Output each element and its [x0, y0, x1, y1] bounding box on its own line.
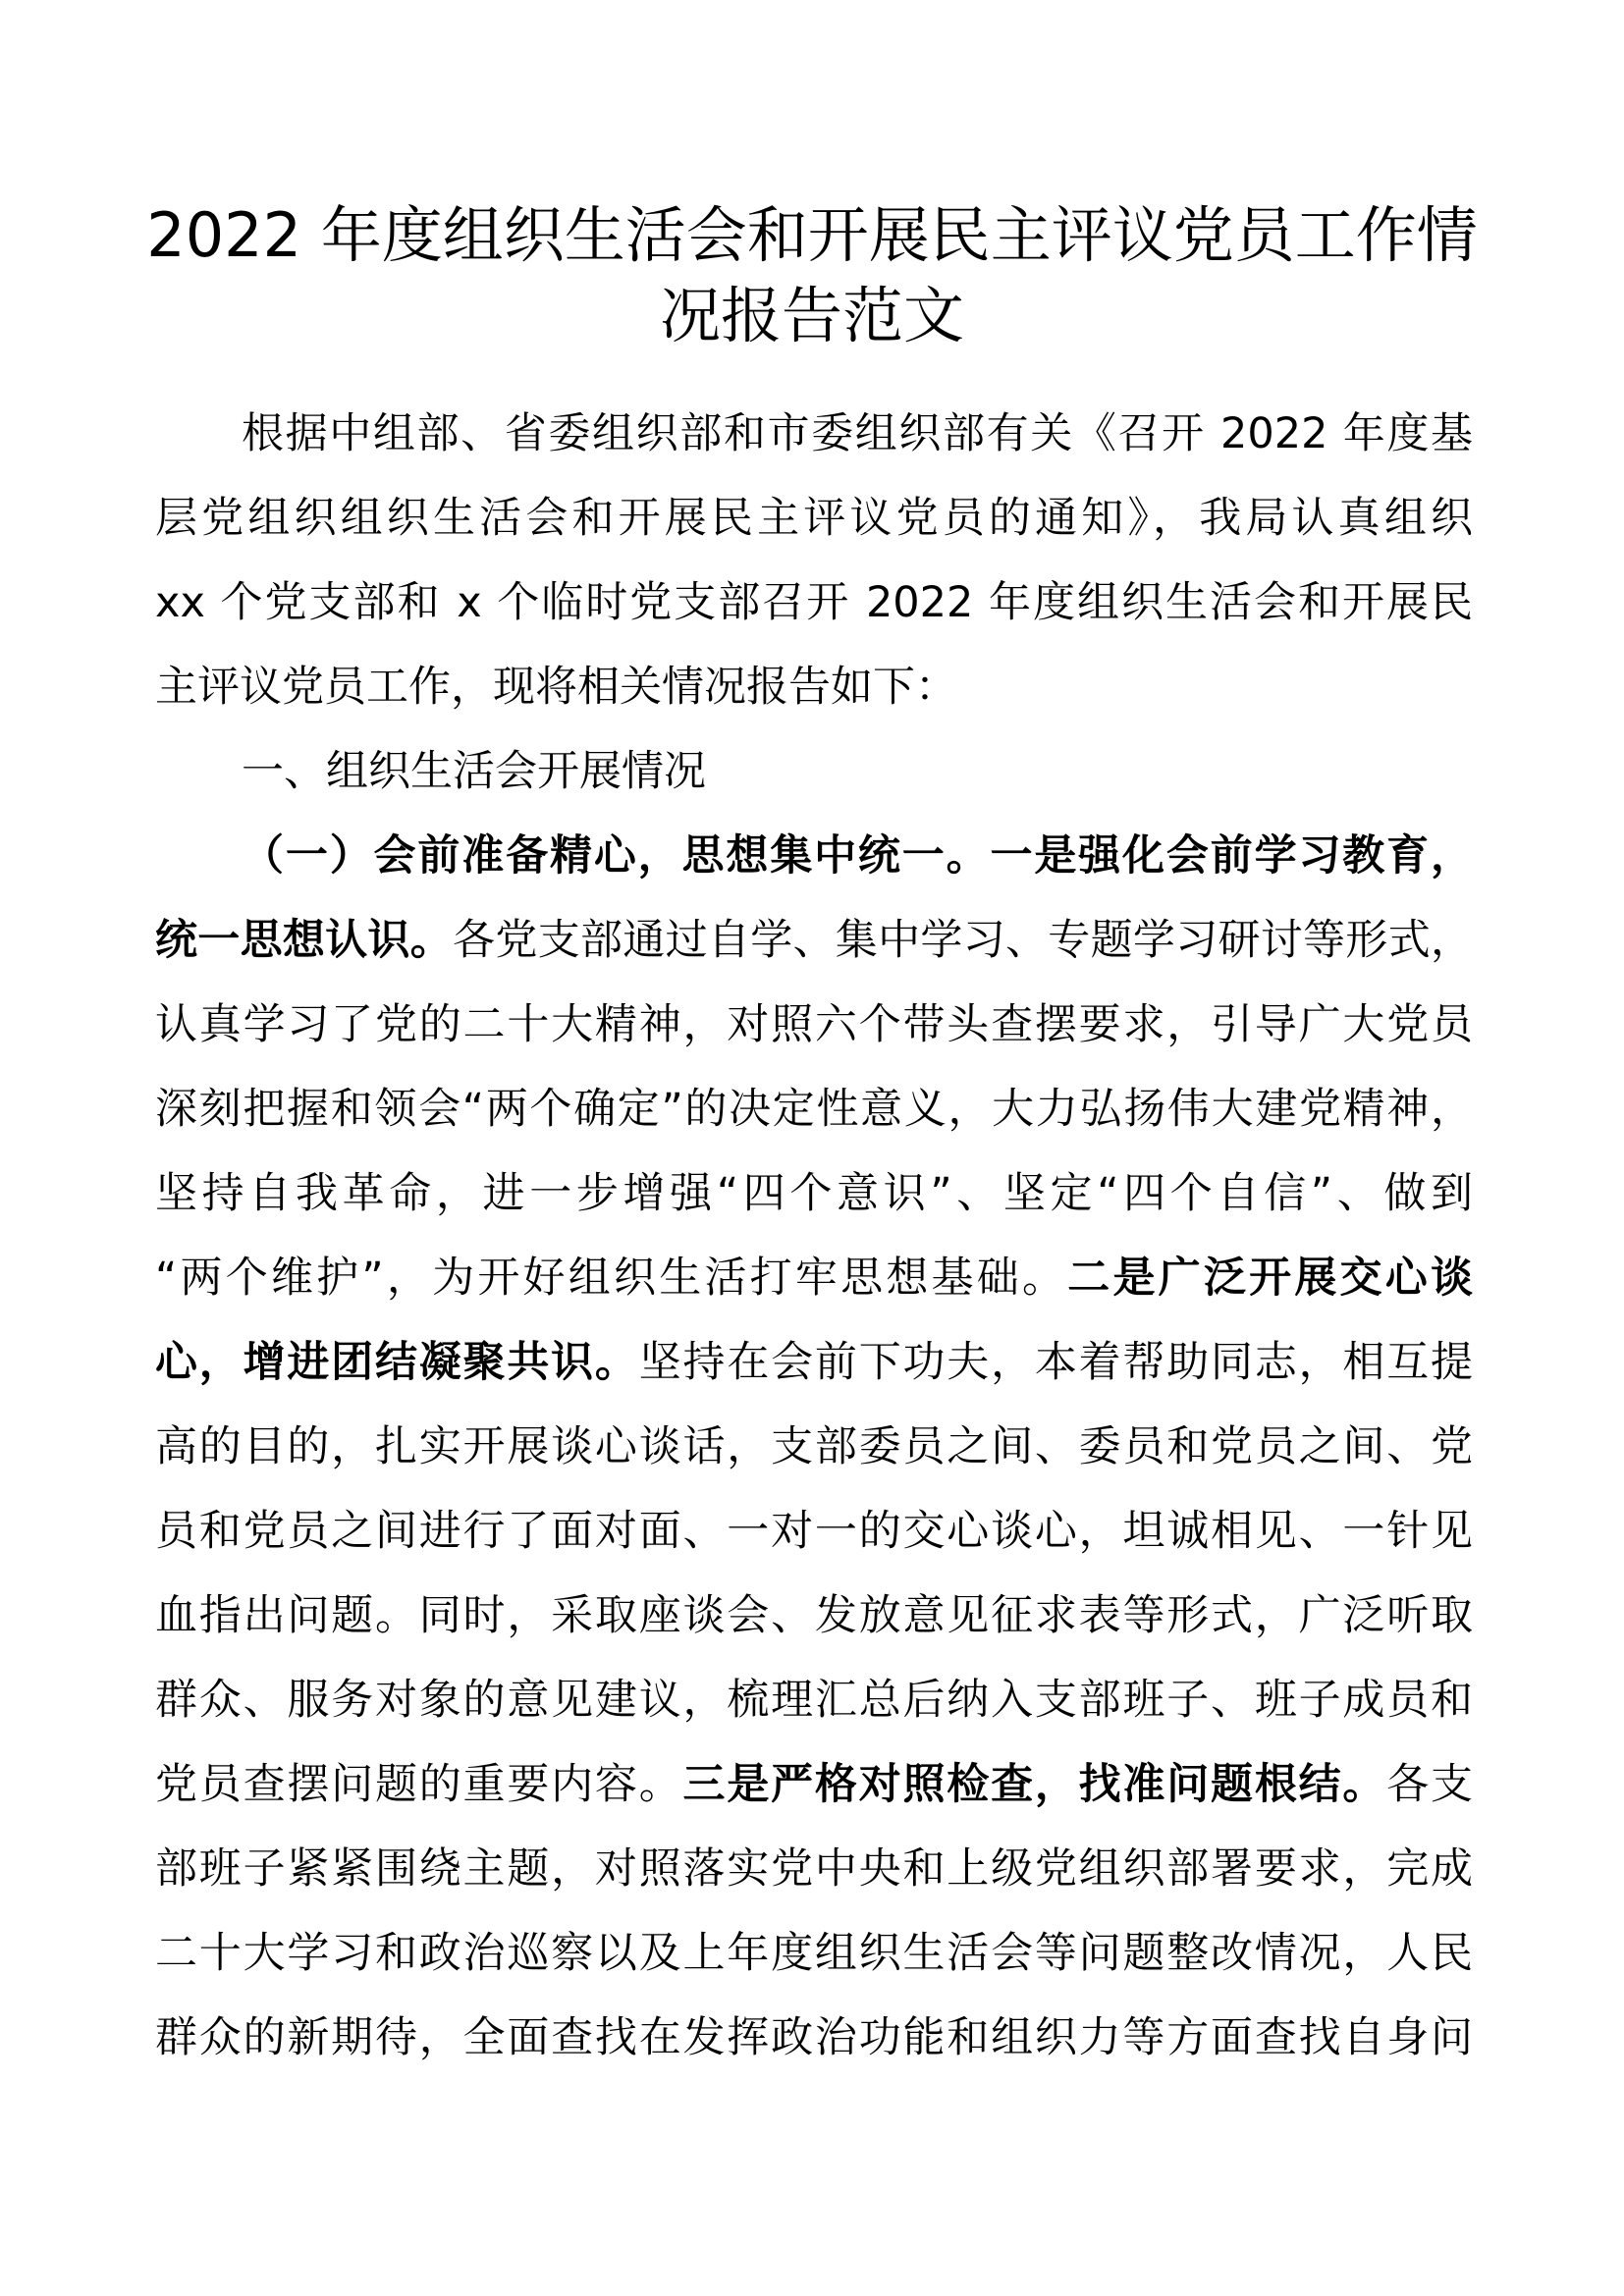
text-segment: 根据中组部、省委组织部和市委组织部有关《召开 2022 年度基 [242, 409, 1473, 458]
text-line [155, 1405, 1473, 1489]
bold-text-segment: 二是广泛开展交心谈 [1067, 1254, 1473, 1303]
text-segment: 党员查摆问题的重要内容。 [155, 1760, 683, 1809]
text-segment: 层党组织组织生活会和开展民主评议党员的通知》，我局认真组织 [155, 494, 1473, 543]
bold-text-segment: 统一思想认识。 [155, 916, 454, 965]
text-segment: 各党支部通过自学、集中学习、专题学习研讨等形式， [453, 916, 1474, 965]
text-line [155, 476, 1473, 561]
document-title-line-1: 2022 年度组织生活会和开展民主评议党员工作情 [146, 199, 1478, 271]
text-line [155, 1658, 1473, 1742]
text-segment: 一、组织生活会开展情况 [242, 747, 706, 796]
text-line [155, 898, 1473, 983]
text-line [155, 392, 1473, 476]
text-segment: 高的目的，扎实开展谈心谈话，支部委员之间、委员和党员之间、党 [155, 1422, 1473, 1471]
text-segment: 认真学习了党的二十大精神，对照六个带头查摆要求，引导广大党员 [155, 1000, 1473, 1049]
bold-text-segment: 心，增进团结凝聚共识。 [155, 1338, 639, 1387]
text-line [155, 1911, 1473, 1996]
text-segment: 群众、服务对象的意见建议，梳理汇总后纳入支部班子、班子成员和 [155, 1676, 1473, 1725]
document-title-line-2: 况报告范文 [659, 280, 964, 351]
text-line [155, 1996, 1473, 2080]
text-line [155, 1742, 1473, 1827]
text-segment: 主评议党员工作，现将相关情况报告如下： [155, 663, 957, 712]
text-line [155, 983, 1473, 1067]
text-line [155, 814, 1473, 898]
text-segment: 部班子紧紧围绕主题，对照落实党中央和上级党组织部署要求，完成 [155, 1844, 1473, 1894]
text-segment: “两个维护”，为开好组织生活打牢思想基础。 [155, 1254, 1068, 1303]
text-line [155, 729, 1473, 814]
text-line [155, 1151, 1473, 1236]
text-line [155, 1320, 1473, 1405]
text-line [155, 1236, 1473, 1320]
text-line [155, 561, 1473, 645]
text-line [155, 1489, 1473, 1574]
text-segment: 群众的新期待，全面查找在发挥政治功能和组织力等方面查找自身问 [155, 2013, 1473, 2062]
text-segment: xx 个党支部和 x 个临时党支部召开 2022 年度组织生活会和开展民 [155, 578, 1473, 627]
text-segment: 员和党员之间进行了面对面、一对一的交心谈心，坦诚相见、一针见 [155, 1507, 1473, 1556]
text-segment: 血指出问题。同时，采取座谈会、发放意见征求表等形式，广泛听取 [155, 1591, 1473, 1640]
text-segment: 二十大学习和政治巡察以及上年度组织生活会等问题整改情况，人民 [155, 1929, 1473, 1978]
text-line [155, 645, 1473, 729]
text-line [155, 1574, 1473, 1658]
text-segment: 坚持自我革命，进一步增强“四个意识”、坚定“四个自信”、做到 [155, 1169, 1473, 1218]
bold-text-segment: 三是严格对照检查，找准问题根结。 [682, 1760, 1387, 1809]
text-segment: 深刻把握和领会“两个确定”的决定性意义，大力弘扬伟大建党精神， [155, 1085, 1473, 1134]
text-segment: 坚持在会前下功夫，本着帮助同志，相互提 [638, 1338, 1474, 1387]
bold-text-segment: （一）会前准备精心，思想集中统一。一是强化会前学习教育， [242, 831, 1473, 881]
text-line [155, 1067, 1473, 1151]
text-segment: 各支 [1386, 1760, 1474, 1809]
document-body [155, 392, 1473, 2080]
text-line [155, 1827, 1473, 1911]
